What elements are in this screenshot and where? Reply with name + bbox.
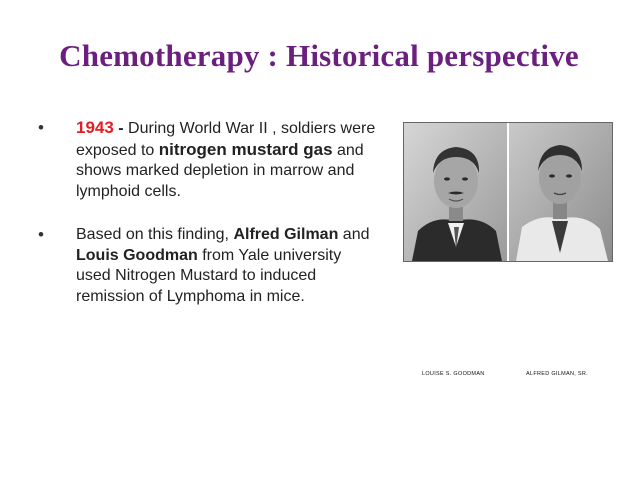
caption-gilman: ALFRED GILMAN, SR. (526, 371, 588, 377)
bullet-list (38, 118, 378, 307)
bullet-dot: • (38, 225, 44, 244)
bullet-1943-text-2: and shows marked depletion in marrow and lymphoid cells. (76, 141, 364, 200)
bullet-1943 (38, 118, 378, 202)
goodman-portrait (404, 123, 508, 261)
bullet-1943-text-1: During World War II , soldiers were exposed to (76, 120, 376, 159)
caption-goodman: LOUISE S. GOODMAN (422, 371, 485, 377)
gilman-portrait (509, 123, 612, 261)
name-louis-goodman: Louis Goodman (76, 246, 198, 264)
bullet-2-text-1: Based on this finding, (76, 226, 234, 243)
nitrogen-mustard-gas: nitrogen mustard gas (158, 139, 333, 159)
dash-separator: - (113, 120, 129, 137)
portrait-photo (403, 122, 613, 377)
name-alfred-gilman: Alfred Gilman (233, 226, 339, 243)
bullet-2-text-3: from Yale university used Nitrogen Mustard to induced remission of Lymphoma in mice. (76, 246, 342, 305)
bullet-gilman-goodman (38, 225, 378, 307)
bullet-dot: • (38, 118, 44, 137)
slide-title: Chemotherapy : Historical perspective (59, 38, 579, 73)
year-1943: 1943 (76, 118, 114, 137)
portrait-illustration (404, 123, 612, 261)
bullet-2-text-2: and (338, 226, 370, 243)
